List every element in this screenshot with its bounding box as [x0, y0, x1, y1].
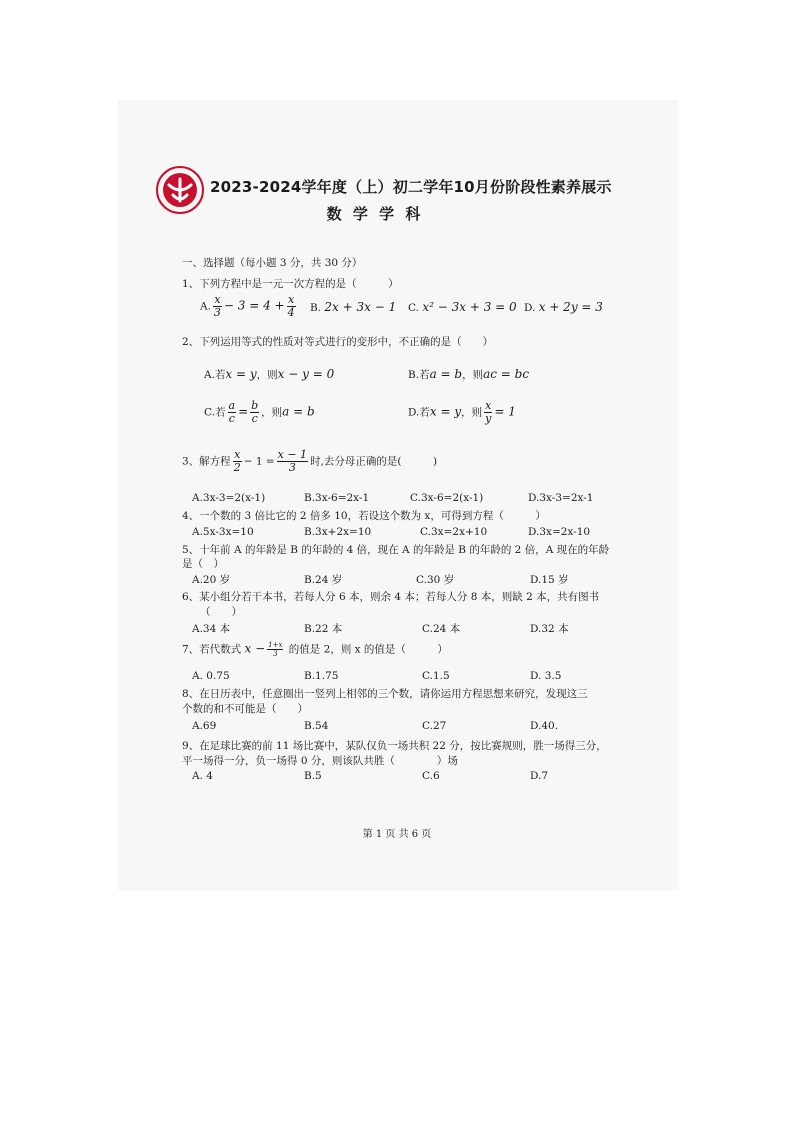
question-8-stem-line1: 8、在日历表中，任意圈出一竖列上相邻的三个数，请你运用方程思想来研究，发现这三: [182, 688, 588, 700]
q9-option-d: D.7: [530, 770, 549, 782]
q7-option-b: B.1.75: [304, 670, 339, 682]
q8-option-d: D.40.: [530, 720, 559, 732]
exam-subject: 数 学 学 科: [326, 205, 424, 223]
q2-option-c: C.若 $\frac{a}{c}$ = $\frac{b}{c}$ ，则a = b: [204, 399, 315, 425]
exam-title: 2023-2024学年度（上）初二学年10月份阶段性素养展示: [210, 178, 612, 196]
q3-option-a: A.3x-3=2(x-1): [192, 492, 266, 504]
q3-option-b: B.3x-6=2x-1: [304, 492, 370, 504]
q2-option-b: B.若a = b，则ac = bc: [408, 367, 530, 381]
question-9-stem-line1: 9、在足球比赛的前 11 场比赛中，某队仅负一场共积 22 分，按比赛规则，胜一场得三分，: [182, 740, 607, 752]
question-4-stem: 4、一个数的 3 倍比它的 2 倍多 10，若设这个数为 x，可得到方程（ ）: [182, 510, 546, 522]
q2-option-a: A.若x = y，则x − y = 0: [204, 367, 335, 381]
q7-option-c: C.1.5: [422, 670, 450, 682]
q7-option-d: D. 3.5: [530, 670, 562, 682]
q5-option-c: C.30 岁: [416, 574, 455, 586]
question-6-stem-line2: （ ）: [200, 606, 242, 618]
q1-option-b: B. 2x + 3x − 1: [310, 300, 397, 314]
question-5-stem-line1: 5、十年前 A 的年龄是 B 的年龄的 4 倍，现在 A 的年龄是 B 的年龄的 2 倍，A 现在的年龄: [182, 544, 610, 556]
q4-option-a: A.5x-3x=10: [192, 526, 254, 538]
q1-option-a: A. $\frac{x}{3}$ − 3 = 4 + $\frac{x}{4}$: [200, 293, 295, 319]
school-logo: [155, 165, 205, 215]
page-number: 第 1 页 共 6 页: [362, 829, 432, 840]
question-2-stem: 2、下列运用等式的性质对等式进行的变形中，不正确的是（ ）: [182, 336, 494, 348]
q4-option-b: B.3x+2x=10: [304, 526, 372, 538]
q4-option-d: D.3x=2x-10: [528, 526, 591, 538]
q1-option-d: D. x + 2y = 3: [524, 300, 603, 314]
question-8-stem-line2: 个数的和不可能是（ ）: [182, 703, 308, 715]
q8-option-a: A.69: [192, 720, 217, 732]
question-1-stem: 1、下列方程中是一元一次方程的是（ ）: [182, 278, 399, 290]
q1-option-c: C. x² − 3x + 3 = 0: [408, 300, 517, 314]
question-9-stem-line2: 平一场得一分，负一场得 0 分，则该队共胜（ ）场: [182, 755, 458, 767]
q6-option-d: D.32 本: [530, 623, 569, 635]
q2-option-d: D.若x = y，则 $\frac{x}{y}$ = 1: [408, 399, 516, 425]
q9-option-a: A. 4: [192, 770, 213, 782]
question-6-stem-line1: 6、某小组分若干本书，若每人分 6 本，则余 4 本；若每人分 8 本，则缺 2 本，共有图书: [182, 591, 600, 603]
q9-option-b: B.5: [304, 770, 322, 782]
q7-option-a: A. 0.75: [192, 670, 230, 682]
q6-option-c: C.24 本: [422, 623, 461, 635]
q8-option-c: C.27: [422, 720, 447, 732]
q5-option-a: A.20 岁: [192, 574, 231, 586]
q5-option-d: D.15 岁: [530, 574, 569, 586]
q9-option-c: C.6: [422, 770, 440, 782]
q3-option-d: D.3x-3=2x-1: [528, 492, 594, 504]
q3-option-c: C.3x-6=2(x-1): [410, 492, 484, 504]
q6-option-a: A.34 本: [192, 623, 231, 635]
q8-option-b: B.54: [304, 720, 329, 732]
question-3-stem: 3、解方程 $\frac{x}{2}$ − 1 = $\frac{x - 1}{3}$ 时,去分母正确的是( ): [182, 448, 438, 474]
q5-option-b: B.24 岁: [304, 574, 343, 586]
q4-option-c: C.3x=2x+10: [420, 526, 488, 538]
question-7-stem: 7、若代数式 x − $\frac{1+x}{3}$ 的值是 2，则 x 的值是（ ）: [182, 641, 448, 658]
question-5-stem-line2: 是（ ）: [182, 558, 224, 570]
q6-option-b: B.22 本: [304, 623, 343, 635]
section-heading: 一、选择题（每小题 3 分，共 30 分）: [182, 257, 363, 269]
